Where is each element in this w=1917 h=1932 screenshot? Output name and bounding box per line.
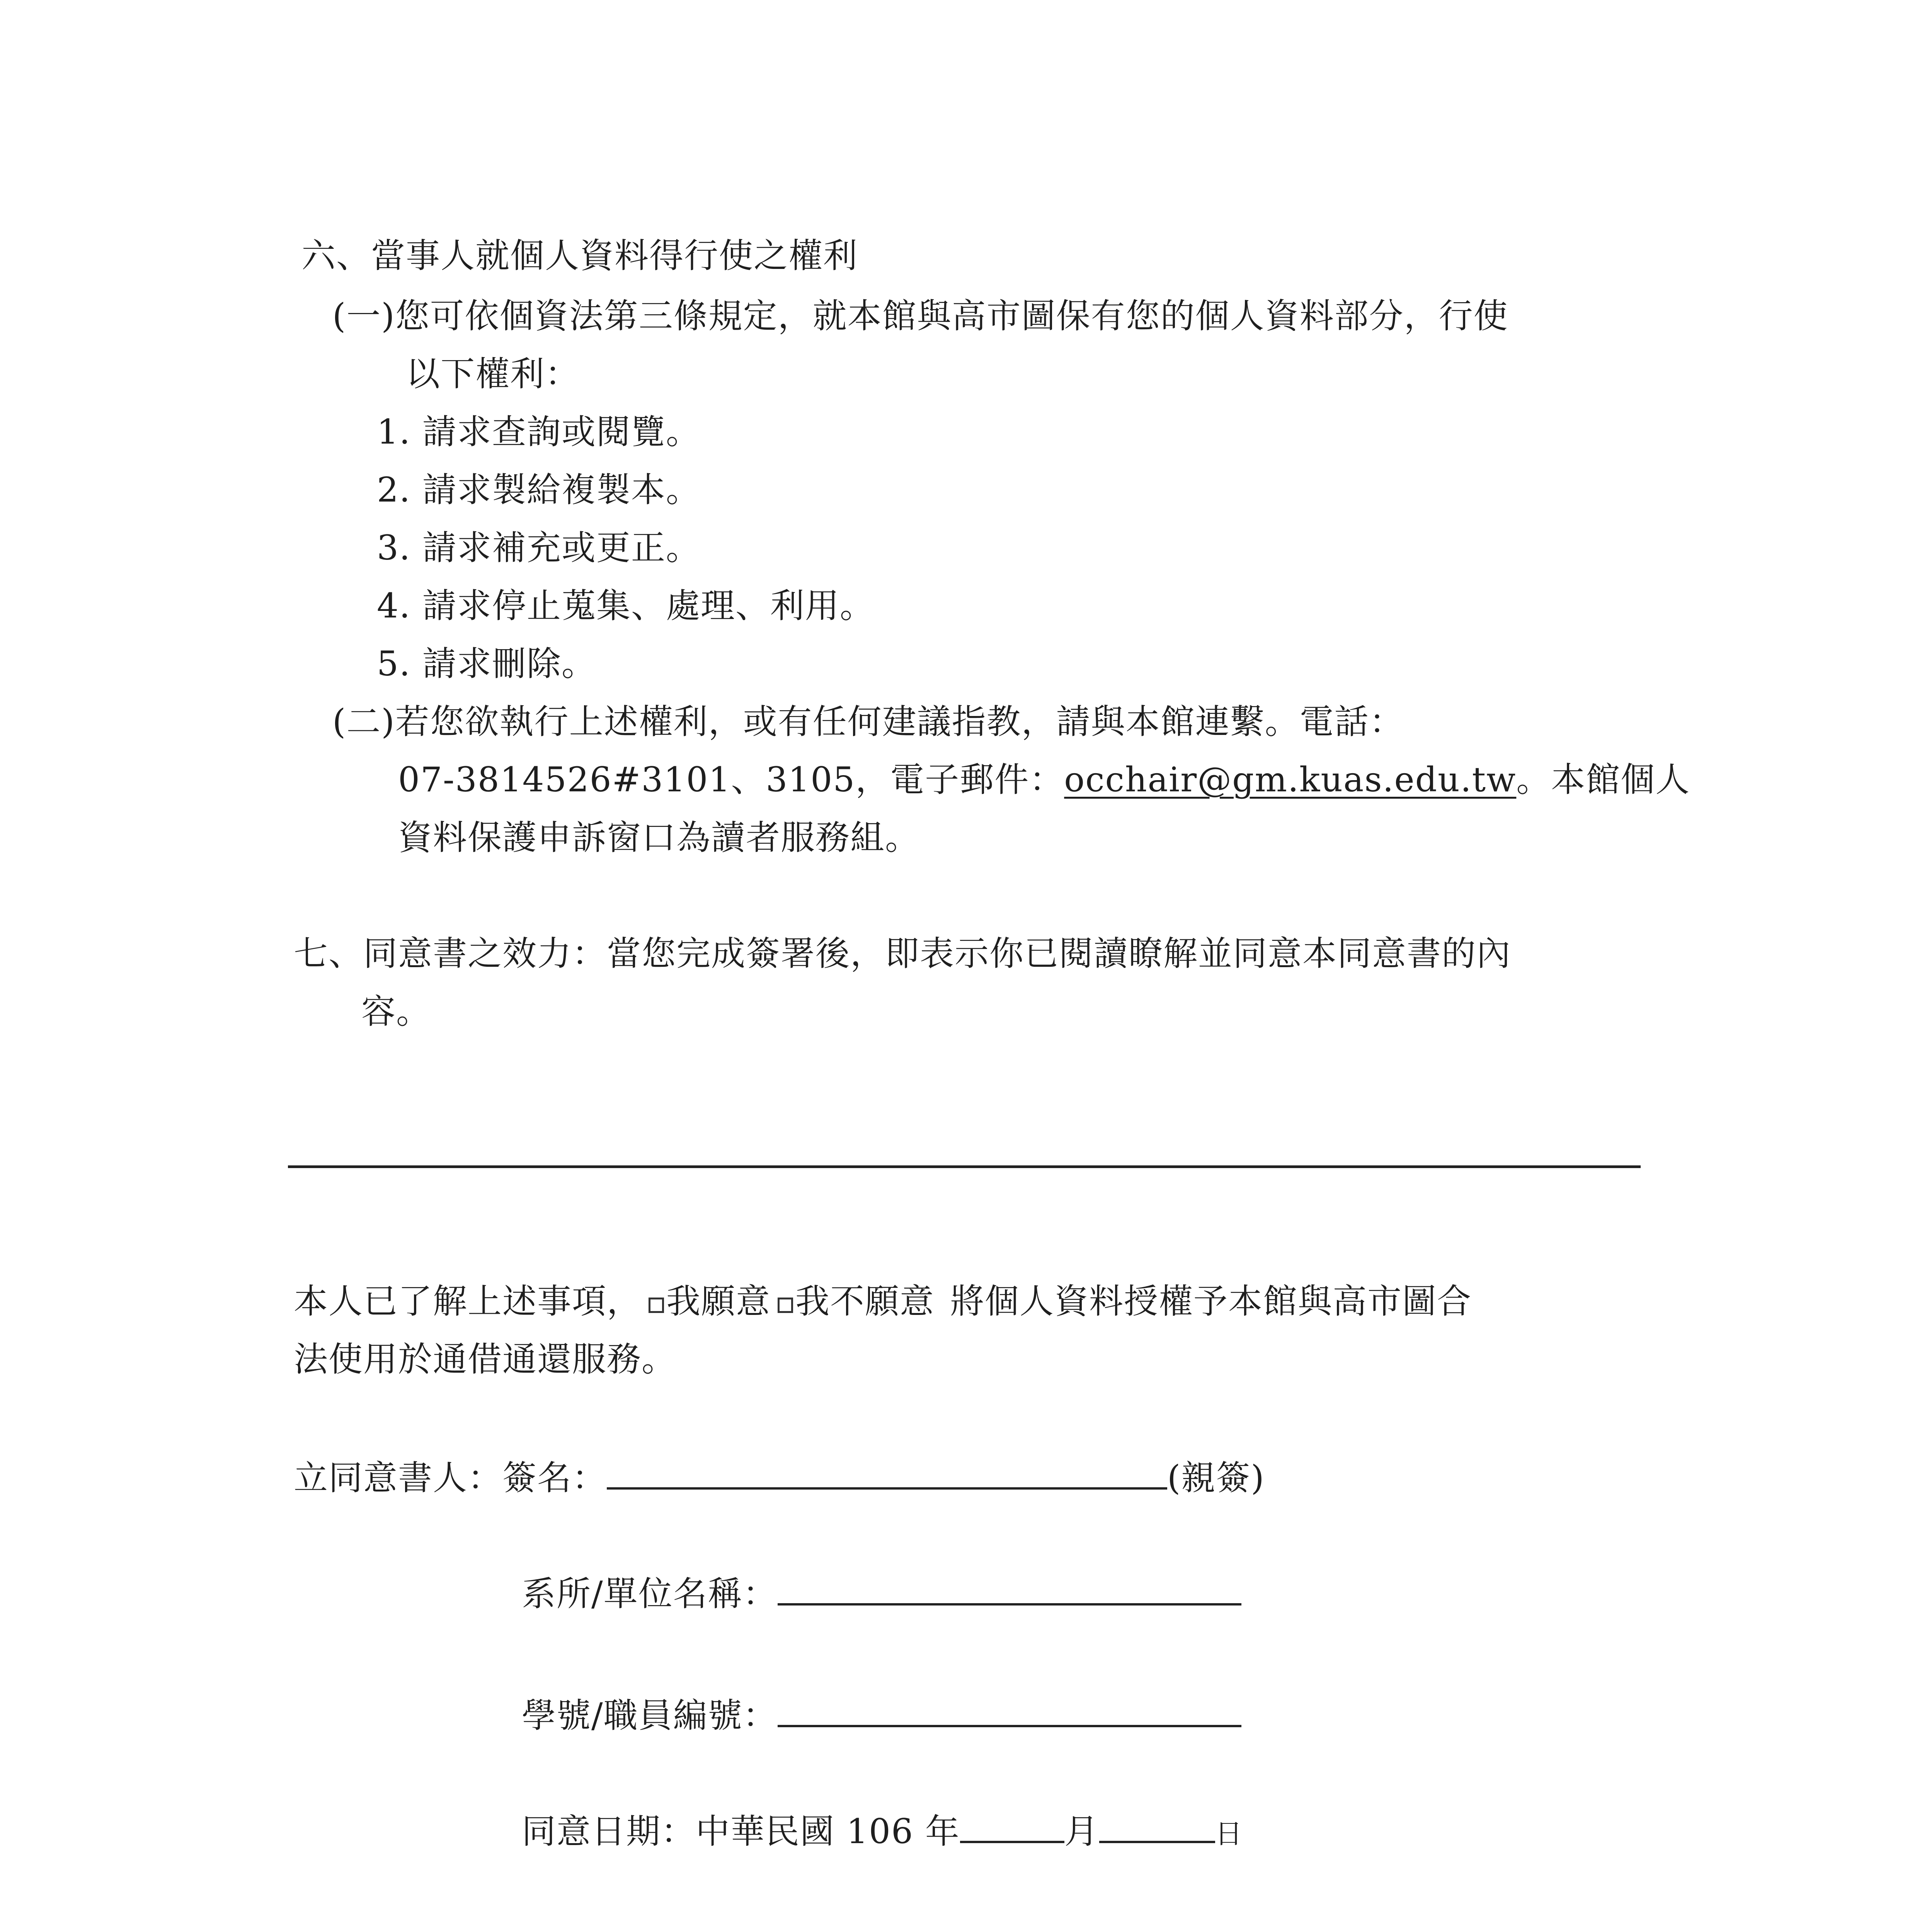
department-label: 系所/單位名稱： [522,1574,778,1614]
day-field[interactable] [1099,1813,1215,1843]
student-id-row [522,1696,1241,1735]
section-6-item-2-line-1: (二)若您欲執行上述權利，或有任何建議指教，請與本館連繫。電話： [332,702,1404,742]
month-field[interactable] [960,1813,1064,1843]
rights-list-item: 2. 請求製給複製本。 [377,470,701,510]
date-row [522,1812,1243,1853]
signature-row [294,1459,1265,1497]
section-6-heading: 六、當事人就個人資料得行使之權利 [301,236,858,276]
phone-text: 07-3814526#3101、3105，電子郵件： [398,760,1064,799]
consent-line-2: 法使用於通借通還服務。 [294,1339,677,1379]
consent-line-1 [294,1282,1472,1321]
section-6-item-1-line-1: (一)您可依個資法第三條規定，就本館與高市圖保有您的個人資料部分，行使 [332,296,1508,336]
section-7-line-1: 七、同意書之效力：當您完成簽署後，即表示你已閱讀瞭解並同意本同意書的內 [294,934,1512,973]
rights-list-item: 4. 請求停止蒐集、處理、利用。 [377,586,875,626]
month-label: 月 [1064,1811,1099,1851]
email-link[interactable]: occhair@gm.kuas.edu.tw [1064,760,1517,799]
disagree-checkbox[interactable] [778,1298,793,1313]
signer-label: 立同意書人：簽名： [294,1458,607,1498]
agree-label: 我願意 [666,1281,771,1321]
day-label: 日 [1215,1818,1243,1850]
section-6-item-2-line-3: 資料保護申訴窗口為讀者服務組。 [398,818,920,857]
student-id-label: 學號/職員編號： [522,1696,778,1735]
contact-line [398,760,1690,799]
contact-suffix: 。本館個人 [1516,760,1691,799]
date-label: 同意日期：中華民國 106 年 [522,1811,960,1851]
department-field[interactable] [778,1575,1241,1605]
student-id-field[interactable] [778,1697,1241,1727]
consent-prefix: 本人已了解上述事項， [294,1281,642,1321]
consent-suffix: 將個人資料授權予本館與高市圖合 [950,1281,1472,1321]
divider-line [288,1165,1641,1168]
disagree-label: 我不願意 [795,1281,935,1321]
rights-list-item: 5. 請求刪除。 [377,644,596,684]
section-7-line-2: 容。 [361,992,431,1031]
rights-list-item: 1. 請求查詢或閱覽。 [377,412,701,452]
department-row [522,1575,1241,1613]
rights-list-item: 3. 請求補充或更正。 [377,528,701,568]
signature-note: (親簽) [1167,1458,1265,1498]
section-6-item-1-line-2: 以下權利： [406,354,580,394]
agree-checkbox[interactable] [649,1298,664,1313]
signature-field[interactable] [607,1459,1167,1490]
